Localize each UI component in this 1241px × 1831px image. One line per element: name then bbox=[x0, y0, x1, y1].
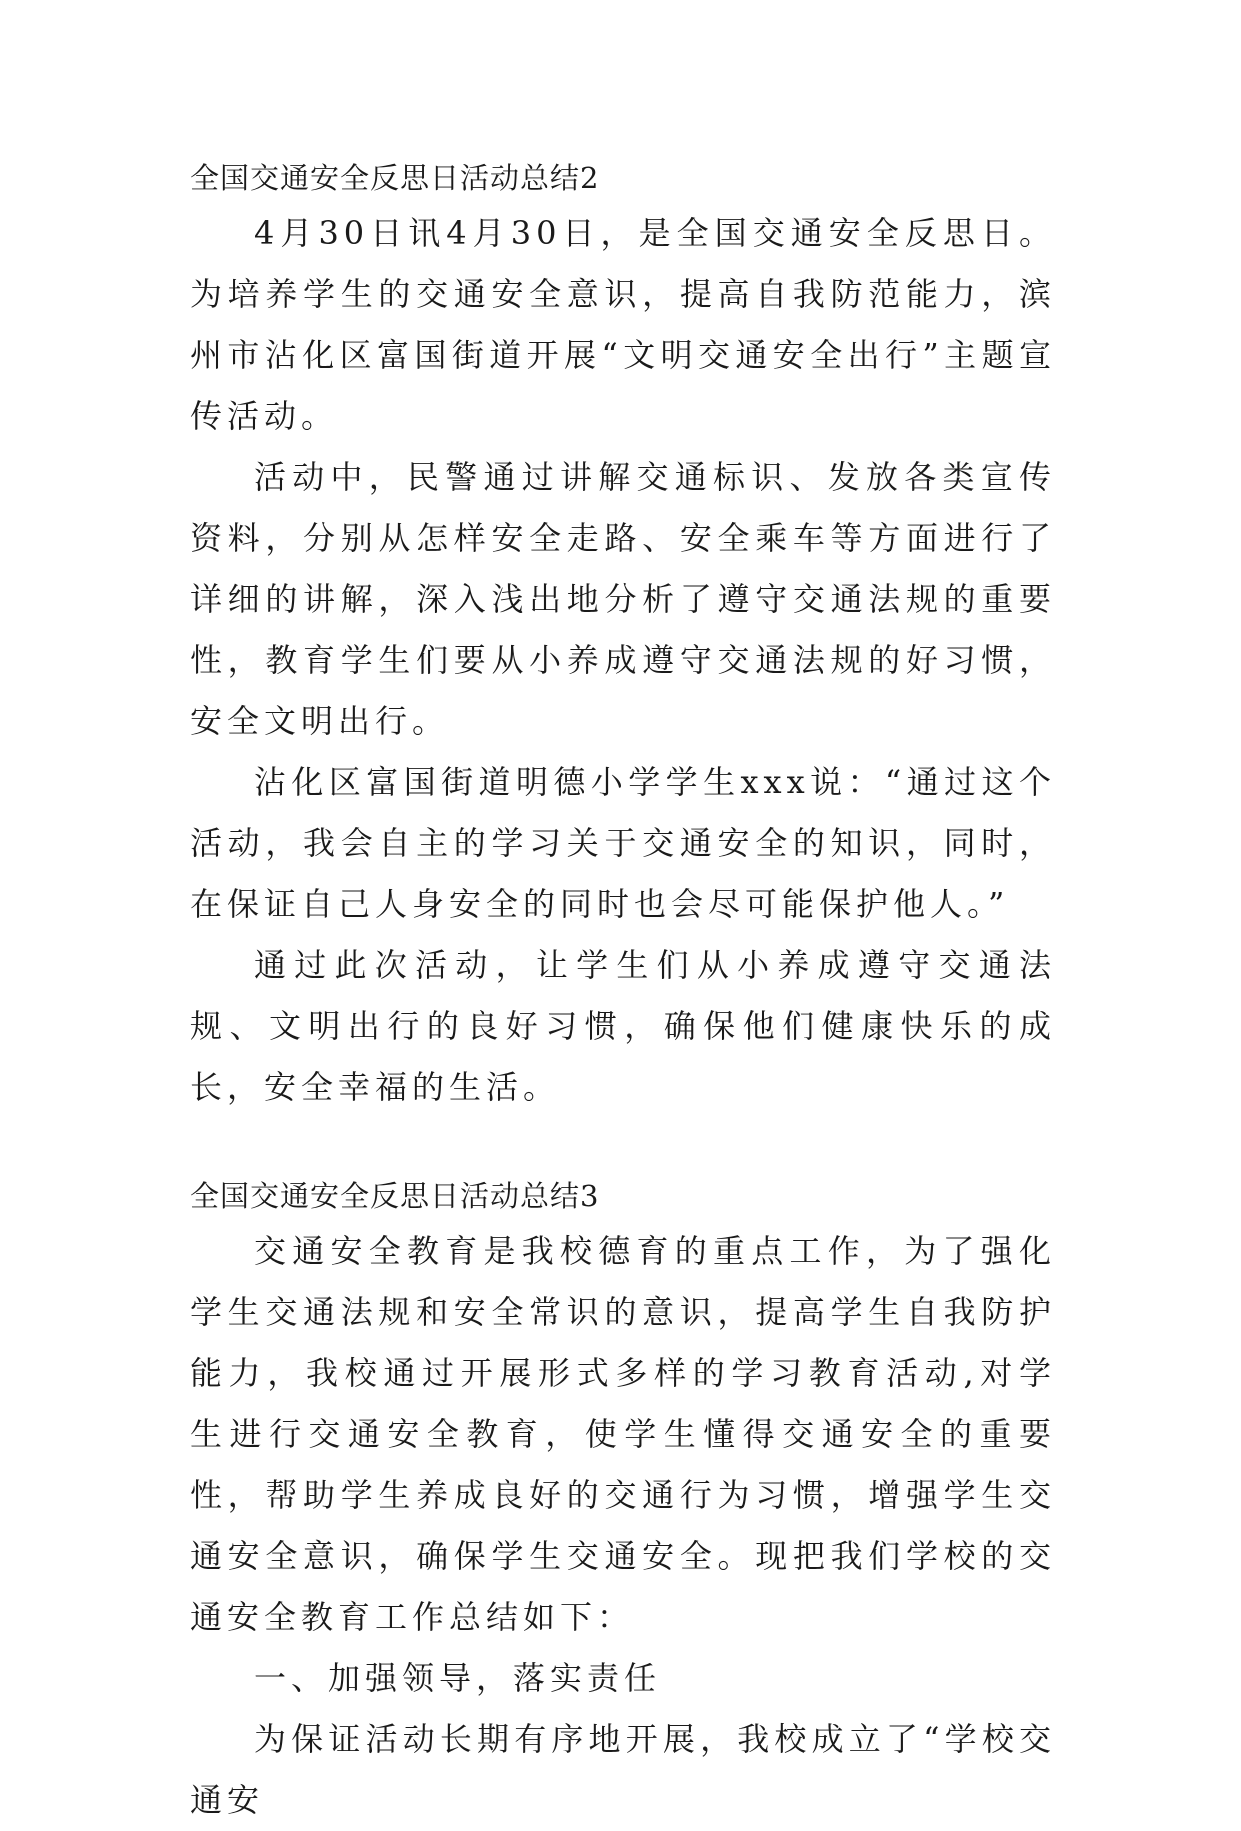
paragraph: 4月30日讯4月30日，是全国交通安全反思日。为培养学生的交通安全意识，提高自我防范能力，滨州市沾化区富国街道开展“文明交通安全出行”主题宣传活动。 bbox=[190, 214, 1056, 435]
document-body bbox=[190, 158, 1056, 1831]
paragraph: 为保证活动长期有序地开展，我校成立了“学校交通安 bbox=[190, 1720, 1056, 1819]
section-heading: 全国交通安全反思日活动总结2 bbox=[190, 161, 600, 195]
subheading-paragraph: 一、加强领导，落实责任 bbox=[254, 1659, 662, 1697]
summary-section-2 bbox=[190, 158, 1056, 1118]
section-heading: 全国交通安全反思日活动总结3 bbox=[190, 1179, 600, 1213]
paragraph: 交通安全教育是我校德育的重点工作，为了强化学生交通法规和安全常识的意识，提高学生自我防护能力，我校通过开展形式多样的学习教育活动,对学生进行交通安全教育，使学生懂得交通安全的重要性，帮助学生养成良好的交通行为习惯，增强学生交通安全意识，确保学生交通安全。现把我们学校的交通安全教育工作总结如下： bbox=[190, 1232, 1056, 1636]
paragraph: 通过此次活动，让学生们从小养成遵守交通法规、文明出行的良好习惯，确保他们健康快乐的成长，安全幸福的生活。 bbox=[190, 946, 1056, 1106]
summary-section-3 bbox=[190, 1176, 1056, 1831]
paragraph: 沾化区富国街道明德小学学生xxx说：“通过这个活动，我会自主的学习关于交通安全的知识，同时，在保证自己人身安全的同时也会尽可能保护他人。” bbox=[190, 763, 1056, 923]
paragraph: 活动中，民警通过讲解交通标识、发放各类宣传资料，分别从怎样安全走路、安全乘车等方面进行了详细的讲解，深入浅出地分析了遵守交通法规的重要性，教育学生们要从小养成遵守交通法规的好习惯，安全文明出行。 bbox=[190, 458, 1056, 740]
